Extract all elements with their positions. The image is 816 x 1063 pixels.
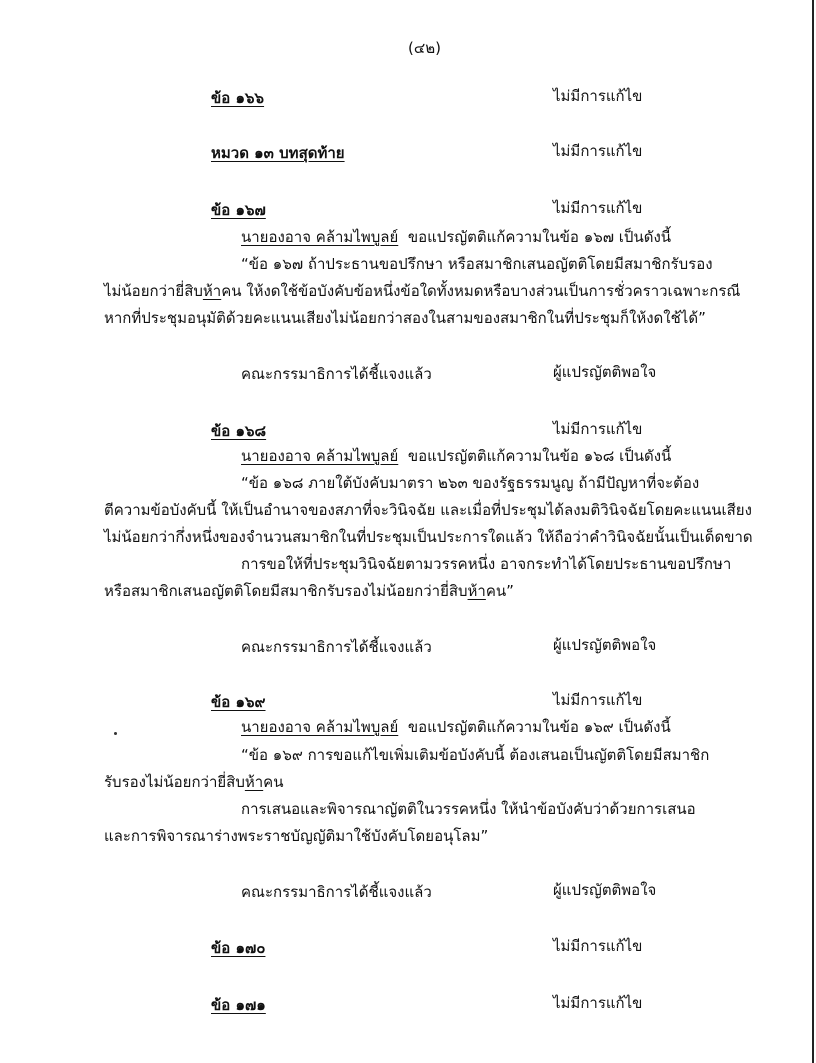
section-167-committee-note: คณะกรรมาธิการได้ชี้แจงแล้ว [241,365,432,383]
section-168-text-line-5 [104,581,514,601]
section-167-result: ผู้แปรญัตติพอใจ [553,363,657,381]
section-169-text-line-1: “ข้อ ๑๖๙ การขอแก้ไขเพิ่มเติมข้อบังคับนี้ ต้องเสนอเป็นญัตติโดยมีสมาชิก [241,746,710,764]
section-171-heading: ข้อ ๑๗๑ [211,996,266,1014]
section-169-text-line-3: การเสนอและพิจารณาญัตติในวรรคหนึ่ง ให้นำข้อบังคับว่าด้วยการเสนอ [241,800,696,818]
scan-speck [114,732,117,735]
section-170-heading: ข้อ ๑๗๐ [211,939,266,957]
section-168-result: ผู้แปรญัตติพอใจ [553,636,657,654]
section-169-status: ไม่มีการแก้ไข [553,691,643,709]
section-167-text-line-2 [104,281,741,301]
text-segment: หรือสมาชิกเสนอญัตติโดยมีสมาชิกรับรองไม่น้อยกว่ายี่สิบ [104,582,468,600]
section-169-result: ผู้แปรญัตติพอใจ [553,881,657,899]
section-169-text-line-2 [104,772,283,792]
section-167-text-line-1: “ข้อ ๑๖๗ ถ้าประธานขอปรึกษา หรือสมาชิกเสนอญัตติโดยมีสมาชิกรับรอง [241,255,713,273]
section-168-committee-note: คณะกรรมาธิการได้ชี้แจงแล้ว [241,638,432,656]
amendment-intro: ขอแปรญัตติแก้ความในข้อ ๑๖๙ เป็นดังนี้ [407,718,671,736]
section-171-status: ไม่มีการแก้ไข [553,994,643,1012]
section-168-status: ไม่มีการแก้ไข [553,420,643,438]
text-segment: คน” [485,582,514,600]
text-segment: คน [263,773,284,791]
member-name: นายองอาจ คล้ามไพบูลย์ [241,447,399,465]
member-name: นายองอาจ คล้ามไพบูลย์ [241,228,399,246]
section-168-text-line-2: ตีความข้อบังคับนี้ ให้เป็นอำนาจของสภาที่จะวินิจฉัย และเมื่อที่ประชุมได้ลงมติวินิจฉัยโดยคะแนนเสียง [104,501,752,519]
section-167-heading: ข้อ ๑๖๗ [211,201,266,219]
section-168-text-line-1: “ข้อ ๑๖๘ ภายใต้บังคับมาตรา ๒๖๓ ของรัฐธรรมนูญ ถ้ามีปัญหาที่จะต้อง [241,474,700,492]
chapter-13-status: ไม่มีการแก้ไข [553,142,643,160]
section-167-text-line-3: หากที่ประชุมอนุมัติด้วยคะแนนเสียงไม่น้อยกว่าสองในสามของสมาชิกในที่ประชุมก็ให้งดใช้ได้” [104,309,706,327]
page-edge [812,0,814,1063]
underlined-text: ห้า [467,582,486,600]
underlined-text: ห้า [244,773,264,791]
section-168-heading: ข้อ ๑๖๘ [211,422,267,440]
member-name: นายองอาจ คล้ามไพบูลย์ [241,718,399,736]
amendment-intro: ขอแปรญัตติแก้ความในข้อ ๑๖๗ เป็นดังนี้ [407,228,672,246]
section-169-heading: ข้อ ๑๖๙ [211,693,266,711]
section-168-amendment-line [241,446,671,466]
section-167-status: ไม่มีการแก้ไข [553,199,643,217]
section-170-status: ไม่มีการแก้ไข [553,937,643,955]
underlined-text: ห้า [202,282,222,300]
section-167-amendment-line [241,227,671,247]
text-segment: รับรองไม่น้อยกว่ายี่สิบ [104,773,245,791]
chapter-13-heading: หมวด ๑๓ บทสุดท้าย [211,144,345,162]
section-166-status: ไม่มีการแก้ไข [553,87,643,105]
text-segment: ไม่น้อยกว่ายี่สิบ [104,282,203,300]
section-169-committee-note: คณะกรรมาธิการได้ชี้แจงแล้ว [241,883,432,901]
section-168-text-line-3: ไม่น้อยกว่ากึ่งหนึ่งของจำนวนสมาชิกในที่ประชุมเป็นประการใดแล้ว ให้ถือว่าคำวินิจฉัยนั้นเป็นเด็ดขาด [104,528,753,546]
page-number: (๔๒) [408,39,441,57]
text-segment: คน ให้งดใช้ข้อบังคับข้อหนึ่งข้อใดทั้งหมดหรือบางส่วนเป็นการชั่วคราวเฉพาะกรณี [221,282,741,300]
section-169-text-line-4: และการพิจารณาร่างพระราชบัญญัติมาใช้บังคับโดยอนุโลม” [104,827,489,845]
section-168-text-line-4: การขอให้ที่ประชุมวินิจฉัยตามวรรคหนึ่ง อาจกระทำได้โดยประธานขอปรึกษา [241,555,732,573]
amendment-intro: ขอแปรญัตติแก้ความในข้อ ๑๖๘ เป็นดังนี้ [407,447,672,465]
section-166-heading: ข้อ ๑๖๖ [211,89,265,107]
section-169-amendment-line [241,717,671,737]
